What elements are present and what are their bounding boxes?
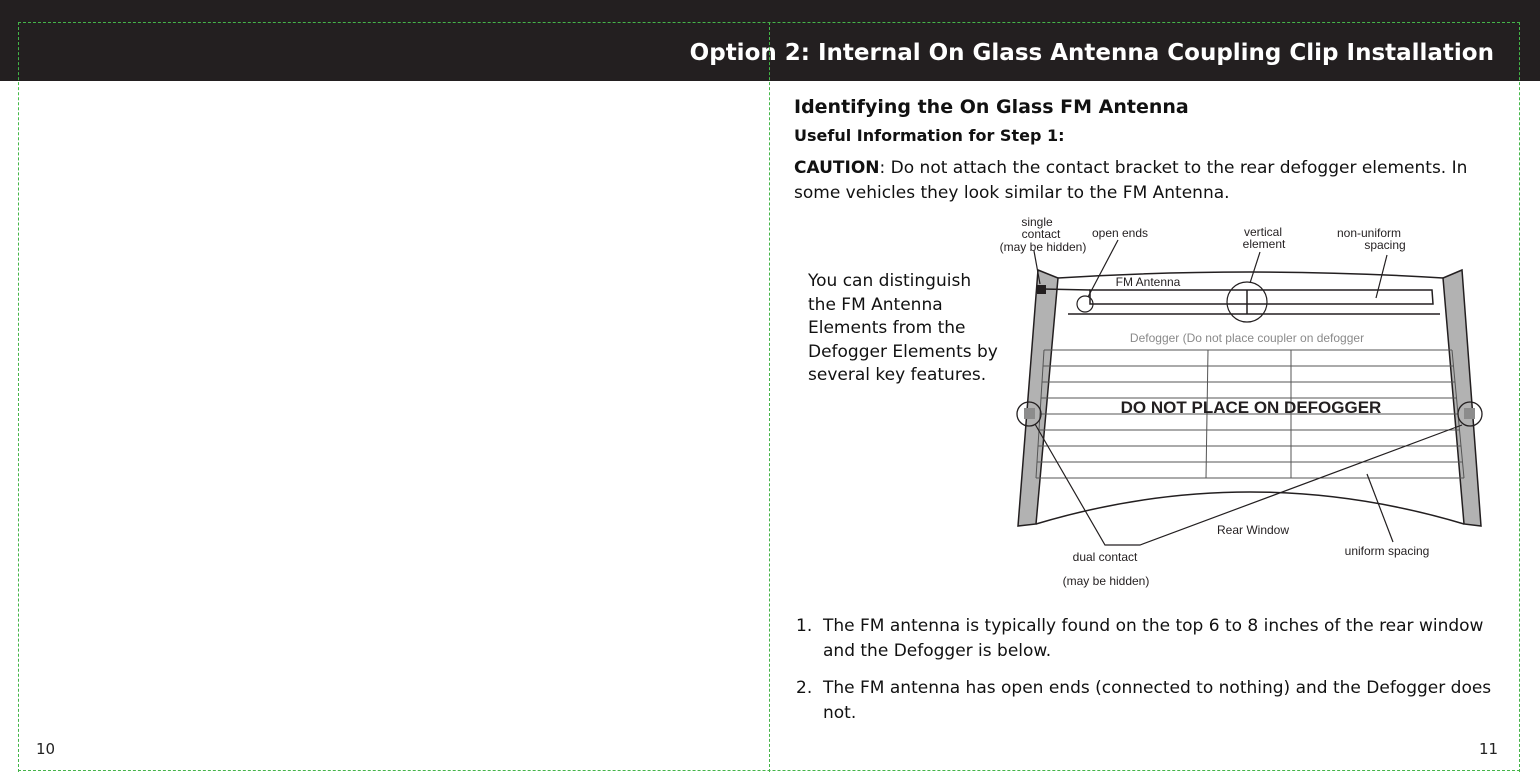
label-vertical-2: element [1242,237,1286,251]
list-item [796,614,1496,664]
label-single-contact-1: single [1021,215,1053,229]
dual-contact-left [1024,408,1035,419]
step-text: The FM antenna is typically found on the top 6 to 8 inches of the rear window and the Defogger is below. [823,616,1484,661]
cut-line-left [18,22,19,772]
subheading: Useful Information for Step 1: [794,126,1065,145]
page-title: Option 2: Internal On Glass Antenna Coupling Clip Installation [689,40,1494,66]
label-defogger: Defogger (Do not place coupler on defogger [1129,331,1365,345]
label-warning: DO NOT PLACE ON DEFOGGER [1120,398,1382,417]
cut-line-bottom [18,770,1520,771]
label-fm-antenna: FM Antenna [1115,275,1181,289]
rear-window-diagram [999,205,1490,595]
cut-line-right [1519,22,1520,772]
label-rear-window: Rear Window [1216,523,1290,537]
dual-contact-right [1464,408,1475,419]
section-title: Identifying the On Glass FM Antenna [794,96,1189,118]
caution-text: : Do not attach the contact bracket to the rear defogger elements. In some vehicles they look similar to the FM Antenna. [794,158,1468,203]
label-open-ends: open ends [1091,226,1149,240]
page-number-left: 10 [36,740,56,758]
side-note: You can distinguish the FM Antenna Elements from the Defogger Elements by several key features. [808,271,998,385]
steps-list [796,614,1496,738]
cut-line-center [769,22,770,772]
label-single-contact-2: contact [1021,227,1061,241]
header-bar [0,0,1540,81]
step-text: The FM antenna has open ends (connected to nothing) and the Defogger does not. [823,678,1492,723]
leader-lines [1034,240,1462,545]
step-number: 1. [796,616,813,636]
fm-antenna-feed-line [1042,289,1090,290]
label-uniform-spacing: uniform spacing [1344,544,1430,558]
caution-label: CAUTION [794,158,880,178]
page-number-right: 11 [1479,740,1499,758]
step-number: 2. [796,678,813,698]
label-dual-contact: dual contact [1072,550,1138,564]
caution-paragraph [794,156,1494,206]
label-vertical-1: vertical [1243,225,1283,239]
label-may-be-hidden-bottom: (may be hidden) [1062,574,1150,588]
label-nonuniform-1: non-uniform [1336,226,1402,240]
label-may-be-hidden-top: (may be hidden) [999,240,1087,254]
label-nonuniform-2: spacing [1364,238,1406,252]
fm-antenna-element [1090,290,1433,304]
list-item [796,676,1496,726]
single-contact-marker [1037,285,1046,294]
cut-line-top [18,22,1520,23]
